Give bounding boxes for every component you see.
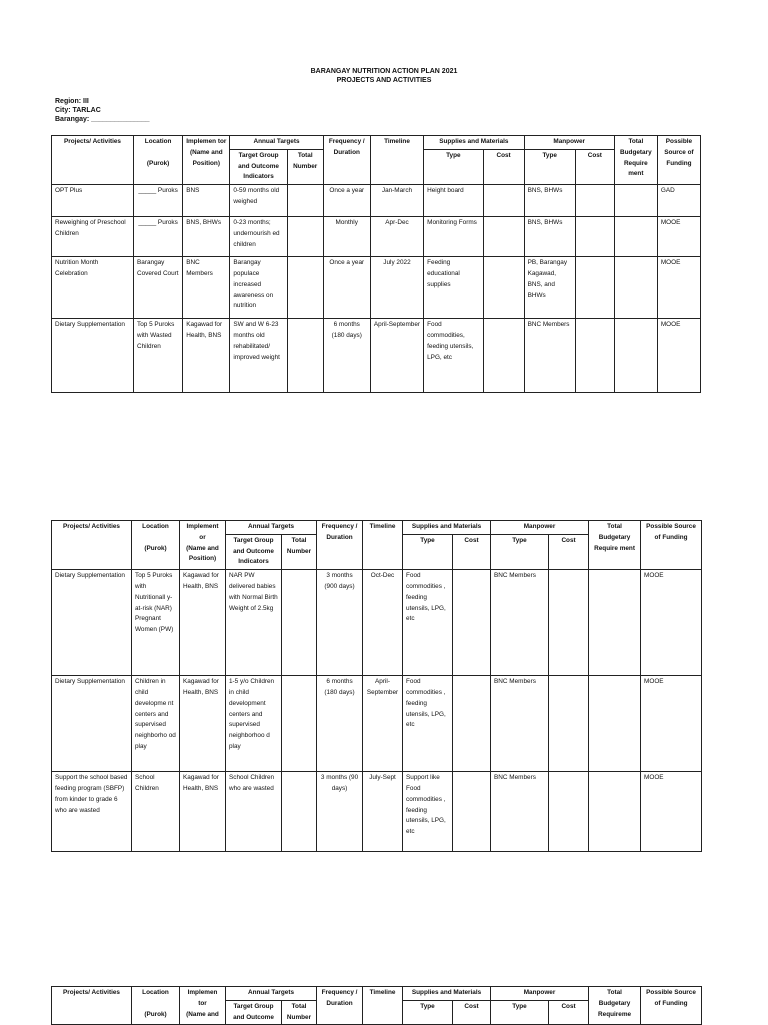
- cell-timeline: April-September: [363, 676, 403, 772]
- col-manpower-type: Type: [524, 149, 575, 184]
- col-supplies: Supplies and Materials: [403, 521, 491, 535]
- region-label: Region: III: [55, 98, 89, 105]
- cell-total: [282, 772, 317, 852]
- cell-project: Nutrition Month Celebration: [52, 257, 134, 319]
- cell-source: GAD: [657, 185, 700, 217]
- cell-supply-type: Food commodities , feeding utensils, LPG, etc: [403, 676, 453, 772]
- table-row: [52, 676, 702, 772]
- cell-manpower-type: BNC Members: [491, 772, 549, 852]
- cell-manpower-type: BNS, BHWs: [524, 185, 575, 217]
- cell-project: Support the school based feeding program (SBFP) from kinder to grade 6 who are wasted: [52, 772, 132, 852]
- col-projects: Projects/ Activities: [52, 136, 134, 185]
- cell-budget: [589, 772, 641, 852]
- col-supplies: Supplies and Materials: [424, 136, 524, 150]
- header-row: [52, 987, 702, 1001]
- cell-target: 0-23 months; undernourish ed children: [230, 217, 287, 257]
- cell-manpower-cost: [575, 185, 614, 217]
- col-manpower-type: Type: [491, 534, 549, 569]
- cell-source: MOOE: [641, 772, 702, 852]
- col-frequency: Frequency / Duration: [317, 987, 363, 1025]
- cell-location: School Children: [132, 772, 180, 852]
- cell-supply-cost: [453, 676, 491, 772]
- cell-manpower-type: PB, Barangay Kagawad, BNS, and BHWs: [524, 257, 575, 319]
- cell-implementor: Kagawad for Health, BNS: [180, 676, 226, 772]
- col-implementor: Implement or (Name and Position): [180, 521, 226, 570]
- cell-supply-cost: [483, 217, 524, 257]
- col-manpower: Manpower: [491, 521, 589, 535]
- cell-budget: [589, 676, 641, 772]
- barangay-label: Barangay: _______________: [55, 116, 150, 123]
- cell-implementor: Kagawad for Health, BNS: [180, 772, 226, 852]
- cell-supply-cost: [453, 570, 491, 676]
- col-supply-type: Type: [403, 1000, 453, 1025]
- cell-frequency: 6 months (180 days): [323, 319, 370, 393]
- cell-manpower-type: BNC Members: [524, 319, 575, 393]
- col-source: Possible Source of Funding: [641, 987, 702, 1025]
- col-timeline: Timeline: [363, 521, 403, 570]
- col-target-group: Target Group and Outcome: [226, 1000, 282, 1025]
- cell-frequency: Once a year: [323, 257, 370, 319]
- cell-budget: [614, 185, 657, 217]
- cell-project: OPT Plus: [52, 185, 134, 217]
- col-frequency: Frequency / Duration: [317, 521, 363, 570]
- cell-total: [287, 185, 323, 217]
- col-timeline: Timeline: [370, 136, 423, 185]
- cell-target: 0-59 months old weighed: [230, 185, 287, 217]
- cell-implementor: BNC Members: [183, 257, 230, 319]
- col-timeline: Timeline: [363, 987, 403, 1025]
- cell-location: Top 5 Puroks with Nutritionall y-at-risk (NAR) Pregnant Women (PW): [132, 570, 180, 676]
- cell-total: [282, 570, 317, 676]
- col-manpower-cost: Cost: [549, 1000, 589, 1025]
- cell-frequency: Once a year: [323, 185, 370, 217]
- col-manpower-cost: Cost: [575, 149, 614, 184]
- cell-timeline: July-Sept: [363, 772, 403, 852]
- cell-budget: [614, 257, 657, 319]
- col-location: Location (Purok): [132, 987, 180, 1025]
- cell-manpower-type: BNC Members: [491, 676, 549, 772]
- cell-location: Barangay Covered Court: [134, 257, 183, 319]
- col-supply-cost: Cost: [453, 534, 491, 569]
- table-row: [52, 257, 701, 319]
- cell-project: Reweighing of Preschool Children: [52, 217, 134, 257]
- col-supply-cost: Cost: [483, 149, 524, 184]
- col-implementor: Implemen tor (Name and: [180, 987, 226, 1025]
- action-plan-table-1: [51, 135, 701, 393]
- col-implementor: Implemen tor (Name and Position): [183, 136, 230, 185]
- col-supply-type: Type: [424, 149, 483, 184]
- cell-supply-cost: [483, 257, 524, 319]
- cell-frequency: 3 months (900 days): [317, 570, 363, 676]
- cell-timeline: Apr-Dec: [370, 217, 423, 257]
- cell-supply-type: Monitoring Forms: [424, 217, 483, 257]
- col-total-budget: Total Budgetary Requireme: [589, 987, 641, 1025]
- cell-supply-cost: [483, 319, 524, 393]
- col-total-number: Total Number: [282, 534, 317, 569]
- col-frequency: Frequency / Duration: [323, 136, 370, 185]
- table-row: [52, 319, 701, 393]
- cell-implementor: Kagawad for Health, BNS: [180, 570, 226, 676]
- col-projects: Projects/ Activities: [52, 987, 132, 1025]
- cell-timeline: Jan-March: [370, 185, 423, 217]
- document-subtitle: PROJECTS AND ACTIVITIES: [336, 77, 432, 84]
- cell-implementor: BNS, BHWs: [183, 217, 230, 257]
- city-label: City: TARLAC: [55, 107, 101, 114]
- col-annual-targets: Annual Targets: [226, 987, 317, 1001]
- cell-supply-type: Support like Food commodities , feeding utensils, LPG, etc: [403, 772, 453, 852]
- col-projects: Projects/ Activities: [52, 521, 132, 570]
- cell-timeline: April-September: [370, 319, 423, 393]
- col-location: Location (Purok): [132, 521, 180, 570]
- table-row: [52, 217, 701, 257]
- cell-location: _____ Puroks: [134, 185, 183, 217]
- col-source: Possible Source of Funding: [657, 136, 700, 185]
- col-supplies: Supplies and Materials: [403, 987, 491, 1001]
- document-title: BARANGAY NUTRITION ACTION PLAN 2021: [310, 68, 458, 75]
- cell-target: Barangay populace increased awareness on nutrition: [230, 257, 287, 319]
- cell-location: _____ Puroks: [134, 217, 183, 257]
- cell-source: MOOE: [641, 676, 702, 772]
- cell-target: School Children who are wasted: [226, 772, 282, 852]
- cell-location: Top 5 Puroks with Wasted Children: [134, 319, 183, 393]
- cell-target: NAR PW delivered babies with Normal Birth Weight of 2.5kg: [226, 570, 282, 676]
- cell-source: MOOE: [657, 217, 700, 257]
- cell-project: Dietary Supplementation: [52, 319, 134, 393]
- col-manpower: Manpower: [524, 136, 614, 150]
- cell-manpower-cost: [575, 217, 614, 257]
- cell-implementor: Kagawad for Health, BNS: [183, 319, 230, 393]
- cell-supply-type: Food commodities , feeding utensils, LPG, etc: [403, 570, 453, 676]
- table-row: [52, 185, 701, 217]
- cell-total: [287, 257, 323, 319]
- col-location: Location (Purok): [134, 136, 183, 185]
- cell-frequency: 6 months (180 days): [317, 676, 363, 772]
- cell-supply-cost: [483, 185, 524, 217]
- cell-project: Dietary Supplementation: [52, 676, 132, 772]
- cell-timeline: July 2022: [370, 257, 423, 319]
- cell-frequency: 3 months (90 days): [317, 772, 363, 852]
- cell-total: [282, 676, 317, 772]
- cell-budget: [614, 319, 657, 393]
- col-total-budget: Total Budgetary Require ment: [614, 136, 657, 185]
- cell-supply-type: Height board: [424, 185, 483, 217]
- cell-manpower-cost: [549, 570, 589, 676]
- header-row: [52, 136, 701, 150]
- header-row: [52, 521, 702, 535]
- cell-source: MOOE: [657, 257, 700, 319]
- cell-location: Children in child developme nt centers and supervised neighborho od play: [132, 676, 180, 772]
- action-plan-table-3: [51, 986, 702, 1025]
- cell-manpower-type: BNC Members: [491, 570, 549, 676]
- col-supply-cost: Cost: [453, 1000, 491, 1025]
- cell-budget: [614, 217, 657, 257]
- cell-frequency: Monthly: [323, 217, 370, 257]
- col-total-budget: Total Budgetary Require ment: [589, 521, 641, 570]
- col-annual-targets: Annual Targets: [226, 521, 317, 535]
- cell-source: MOOE: [657, 319, 700, 393]
- cell-supply-type: Food commodities, feeding utensils, LPG, etc: [424, 319, 483, 393]
- cell-manpower-cost: [549, 772, 589, 852]
- cell-manpower-cost: [575, 257, 614, 319]
- cell-total: [287, 217, 323, 257]
- cell-manpower-cost: [549, 676, 589, 772]
- col-target-group: Target Group and Outcome Indicators: [230, 149, 287, 184]
- col-source: Possible Source of Funding: [641, 521, 702, 570]
- cell-project: Dietary Supplementation: [52, 570, 132, 676]
- table-row: [52, 570, 702, 676]
- col-annual-targets: Annual Targets: [230, 136, 323, 150]
- cell-supply-type: Feeding educational supplies: [424, 257, 483, 319]
- cell-implementor: BNS: [183, 185, 230, 217]
- cell-manpower-cost: [575, 319, 614, 393]
- cell-budget: [589, 570, 641, 676]
- col-target-group: Target Group and Outcome Indicators: [226, 534, 282, 569]
- action-plan-table-2: [51, 520, 702, 852]
- col-manpower-cost: Cost: [549, 534, 589, 569]
- cell-timeline: Oct-Dec: [363, 570, 403, 676]
- cell-target: 1-5 y/o Children in child development centers and supervised neighborhoo d play: [226, 676, 282, 772]
- cell-manpower-type: BNS, BHWs: [524, 217, 575, 257]
- col-total-number: Total Number: [287, 149, 323, 184]
- cell-source: MOOE: [641, 570, 702, 676]
- col-supply-type: Type: [403, 534, 453, 569]
- col-total-number: Total Number: [282, 1000, 317, 1025]
- cell-total: [287, 319, 323, 393]
- cell-target: SW and W 6-23 months old rehabilitated/ improved weight: [230, 319, 287, 393]
- col-manpower-type: Type: [491, 1000, 549, 1025]
- col-manpower: Manpower: [491, 987, 589, 1001]
- table-row: [52, 772, 702, 852]
- cell-supply-cost: [453, 772, 491, 852]
